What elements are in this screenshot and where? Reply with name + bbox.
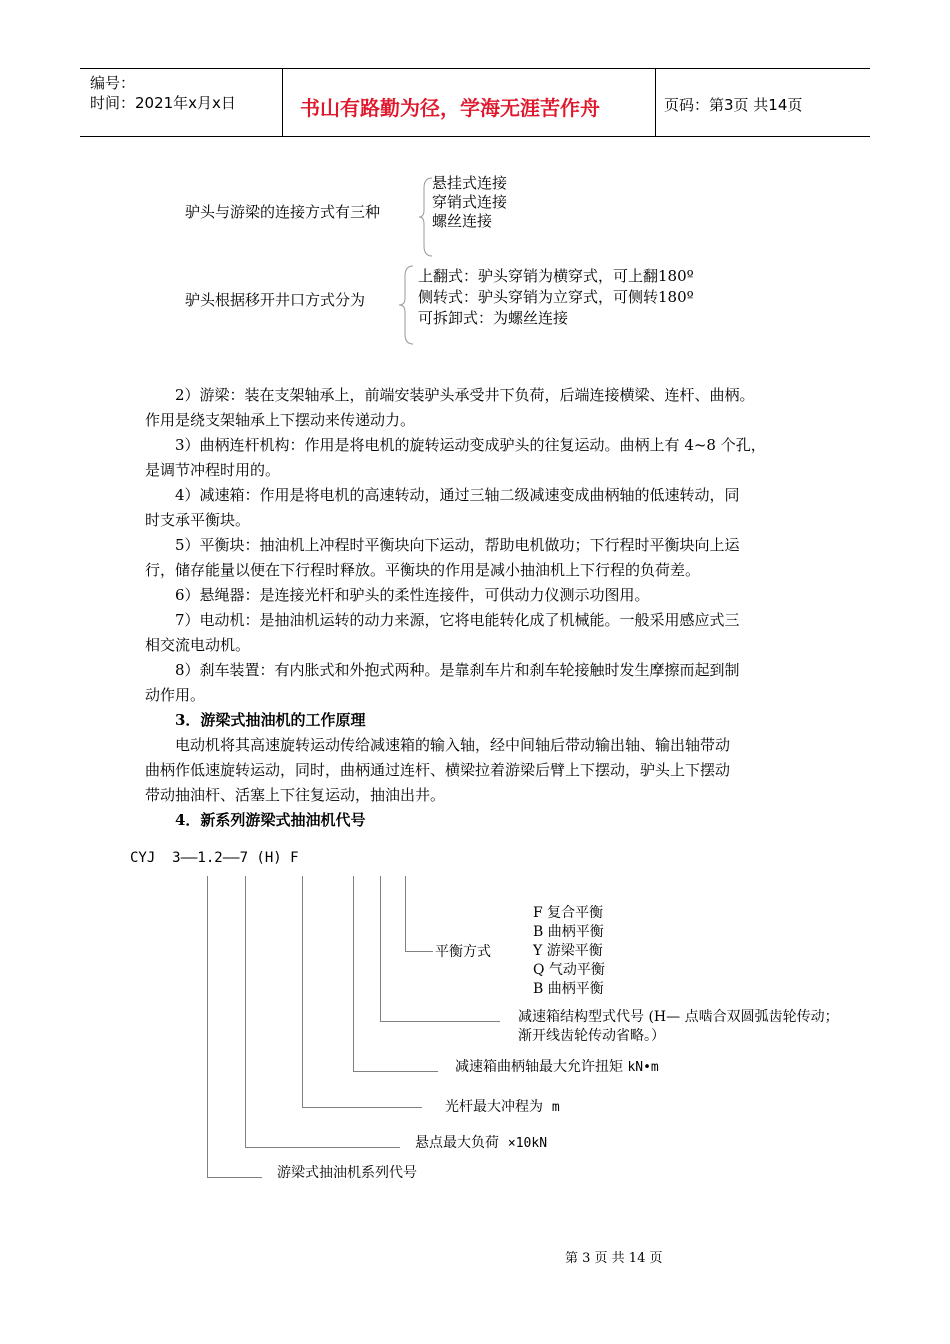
paragraph-first-line: 5）平衡块：抽油机上冲程时平衡块向下运动，帮助电机做功；下行程时平衡块向上运 xyxy=(175,536,740,554)
stroke-label: 光杆最大冲程为 m xyxy=(445,1099,560,1115)
paragraph-first-line: 7）电动机：是抽油机运转的动力来源，它将电能转化成了机械能。一般采用感应式三 xyxy=(175,611,740,629)
stroke-unit: m xyxy=(551,1100,560,1115)
header-divider-left xyxy=(282,68,283,136)
paragraph-first-line: 2）游梁：装在支架轴承上，前端安装驴头承受井下负荷，后端连接横梁、连杆、曲柄。 xyxy=(175,386,755,404)
paragraph-first-line: 8）刹车装置：有内胀式和外抱式两种。是靠刹车片和刹车轮接触时发生摩擦而起到制 xyxy=(175,661,740,679)
gearbox-code-label: 减速箱结构型式代号 (H— 点啮合双圆弧齿轮传动； xyxy=(518,1009,839,1025)
balance-label: 平衡方式 xyxy=(435,944,491,960)
model-code: CYJ 3——1.2——7 (H) F xyxy=(130,850,299,866)
diagram2-item: 侧转式：驴头穿销为立穿式，可侧转180º xyxy=(418,288,694,306)
paragraph-continuation: 时支承平衡块。 xyxy=(145,511,251,529)
series-label: 游梁式抽油机系列代号 xyxy=(277,1165,417,1181)
torque-unit: kN•m xyxy=(627,1060,659,1075)
balance-item: B 曲柄平衡 xyxy=(533,924,604,940)
document-number-label: 编号： xyxy=(90,74,136,92)
paragraph-continuation: 相交流电动机。 xyxy=(145,636,251,654)
header-bottom-rule xyxy=(80,136,870,137)
diagram1-item: 螺丝连接 xyxy=(432,212,493,230)
diagram2-item: 可拆卸式：为螺丝连接 xyxy=(418,309,569,327)
balance-item: Y 游梁平衡 xyxy=(533,943,603,959)
load-unit: ×10kN xyxy=(507,1136,548,1151)
page-footer: 第 3 页 共 14 页 xyxy=(565,1251,663,1266)
section3-heading: 3．游梁式抽油机的工作原理 xyxy=(175,711,366,729)
paragraph-continuation: 作用是绕支架轴承上下摆动来传递动力。 xyxy=(145,411,416,429)
paragraph-first-line: 3）曲柄连杆机构：作用是将电机的旋转运动变成驴头的往复运动。曲柄上有 4~8 个孔， xyxy=(175,436,766,454)
torque-label: 减速箱曲柄轴最大允许扭矩 kN•m xyxy=(455,1059,659,1075)
document-date-label: 时间：2021年x月x日 xyxy=(90,94,236,112)
diagram2-label: 驴头根据移开井口方式分为 xyxy=(185,291,366,309)
diagram1-item: 穿销式连接 xyxy=(432,193,508,211)
paragraph-first-line: 6）悬绳器：是连接光杆和驴头的柔性连接件，可供动力仪测示功图用。 xyxy=(175,586,650,604)
header-top-rule xyxy=(80,68,870,69)
balance-item: B 曲柄平衡 xyxy=(533,981,604,997)
paragraph-continuation: 行，储存能量以便在下行程时释放。平衡块的作用是减小抽油机上下行程的负荷差。 xyxy=(145,561,701,579)
section4-heading: 4．新系列游梁式抽油机代号 xyxy=(175,811,366,829)
section3-line: 电动机将其高速旋转运动传给减速箱的输入轴，经中间轴后带动输出轴、输出轴带动 xyxy=(175,736,731,754)
load-label: 悬点最大负荷 ×10kN xyxy=(415,1135,548,1151)
paragraph-continuation: 是调节冲程时用的。 xyxy=(145,461,281,479)
diagram1-label: 驴头与游梁的连接方式有三种 xyxy=(185,203,381,221)
paragraph-first-line: 4）减速箱：作用是将电机的高速转动，通过三轴二级减速变成曲柄轴的低速转动，同 xyxy=(175,486,740,504)
section3-line: 带动抽油杆、活塞上下往复运动，抽油出井。 xyxy=(145,786,446,804)
header-motto: 书山有路勤为径，学海无涯苦作舟 xyxy=(300,96,600,120)
diagram2-item: 上翻式：驴头穿销为横穿式，可上翻180º xyxy=(418,267,694,285)
gearbox-code-label-cont: 渐开线齿轮传动省略。） xyxy=(518,1028,665,1044)
header-divider-right xyxy=(655,68,656,136)
diagram2-brace xyxy=(397,264,415,346)
balance-item: Q 气动平衡 xyxy=(533,962,605,978)
balance-item: F 复合平衡 xyxy=(533,905,604,921)
section3-line: 曲柄作低速旋转运动，同时，曲柄通过连杆、横梁拉着游梁后臂上下摆动，驴头上下摆动 xyxy=(145,761,731,779)
paragraph-continuation: 动作用。 xyxy=(145,686,206,704)
header-page-label: 页码：第3页 共14页 xyxy=(664,96,803,114)
diagram1-item: 悬挂式连接 xyxy=(432,174,508,192)
